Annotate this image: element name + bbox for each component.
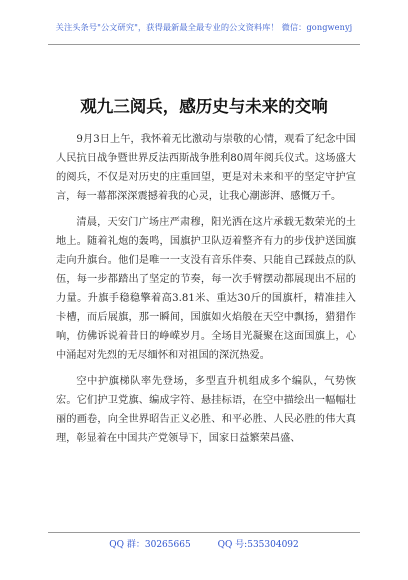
paragraph-3: 空中护旗梯队率先登场，多型直升机组成多个编队，气势恢宏。它们护卫党旗、编成字符、悬挂标语，在空中描绘出一幅幅壮丽的画卷，向全世界昭告正义必胜、和平必胜、人民必胜的伟大真理，彰显着在中国共产党领导下，国家日益繁荣昌盛、 bbox=[56, 376, 356, 444]
header-divider bbox=[48, 44, 360, 45]
paragraph-1: 9月3日上午，我怀着无比激动与崇敬的心情，观看了纪念中国人民抗日战争暨世界反法西斯战争胜利80周年阅兵仪式。这场盛大的阅兵，不仅是对历史的庄重回望，更是对未来和平的坚定守护宣言，每一幕都深深震撼着我的心灵，让我心潮澎湃、感慨万千。 bbox=[56, 134, 356, 202]
document-body bbox=[56, 130, 356, 455]
document-title: 观九三阅兵，感历史与未来的交响 bbox=[80, 97, 328, 116]
footer-qq-group: QQ 群：30265665 bbox=[109, 540, 191, 550]
paragraph-2: 清晨，天安门广场庄严肃穆，阳光洒在这片承载无数荣光的土地上。随着礼炮的轰鸣，国旗护卫队迈着整齐有力的步伐护送国旗走向升旗台。他们是唯一一支没有音乐伴奏、只能自己踩鼓点的队伍，每一步都踏出了坚定的节奏，每一次手臂摆动都展现出不屈的力量。升旗手稳稳擎着高3.81米、重达30斤的国旗杆，精准挂入卡槽，而后展旗，那一瞬间，国旗如火焰般在天空中飘扬，猎猎作响，仿佛诉说着昔日的峥嵘岁月。全场目光凝聚在这面国旗上，心中涌起对先烈的无尽缅怀和对祖国的深沉热爱。 bbox=[56, 217, 356, 361]
footer bbox=[0, 537, 408, 550]
header-note: 关注头条号"公文研究"，获得最新最全最专业的公文资料库！ 微信：gongwenyj bbox=[55, 22, 353, 32]
footer-qq-number: QQ 号:535304092 bbox=[217, 540, 299, 550]
footer-divider bbox=[48, 532, 360, 533]
